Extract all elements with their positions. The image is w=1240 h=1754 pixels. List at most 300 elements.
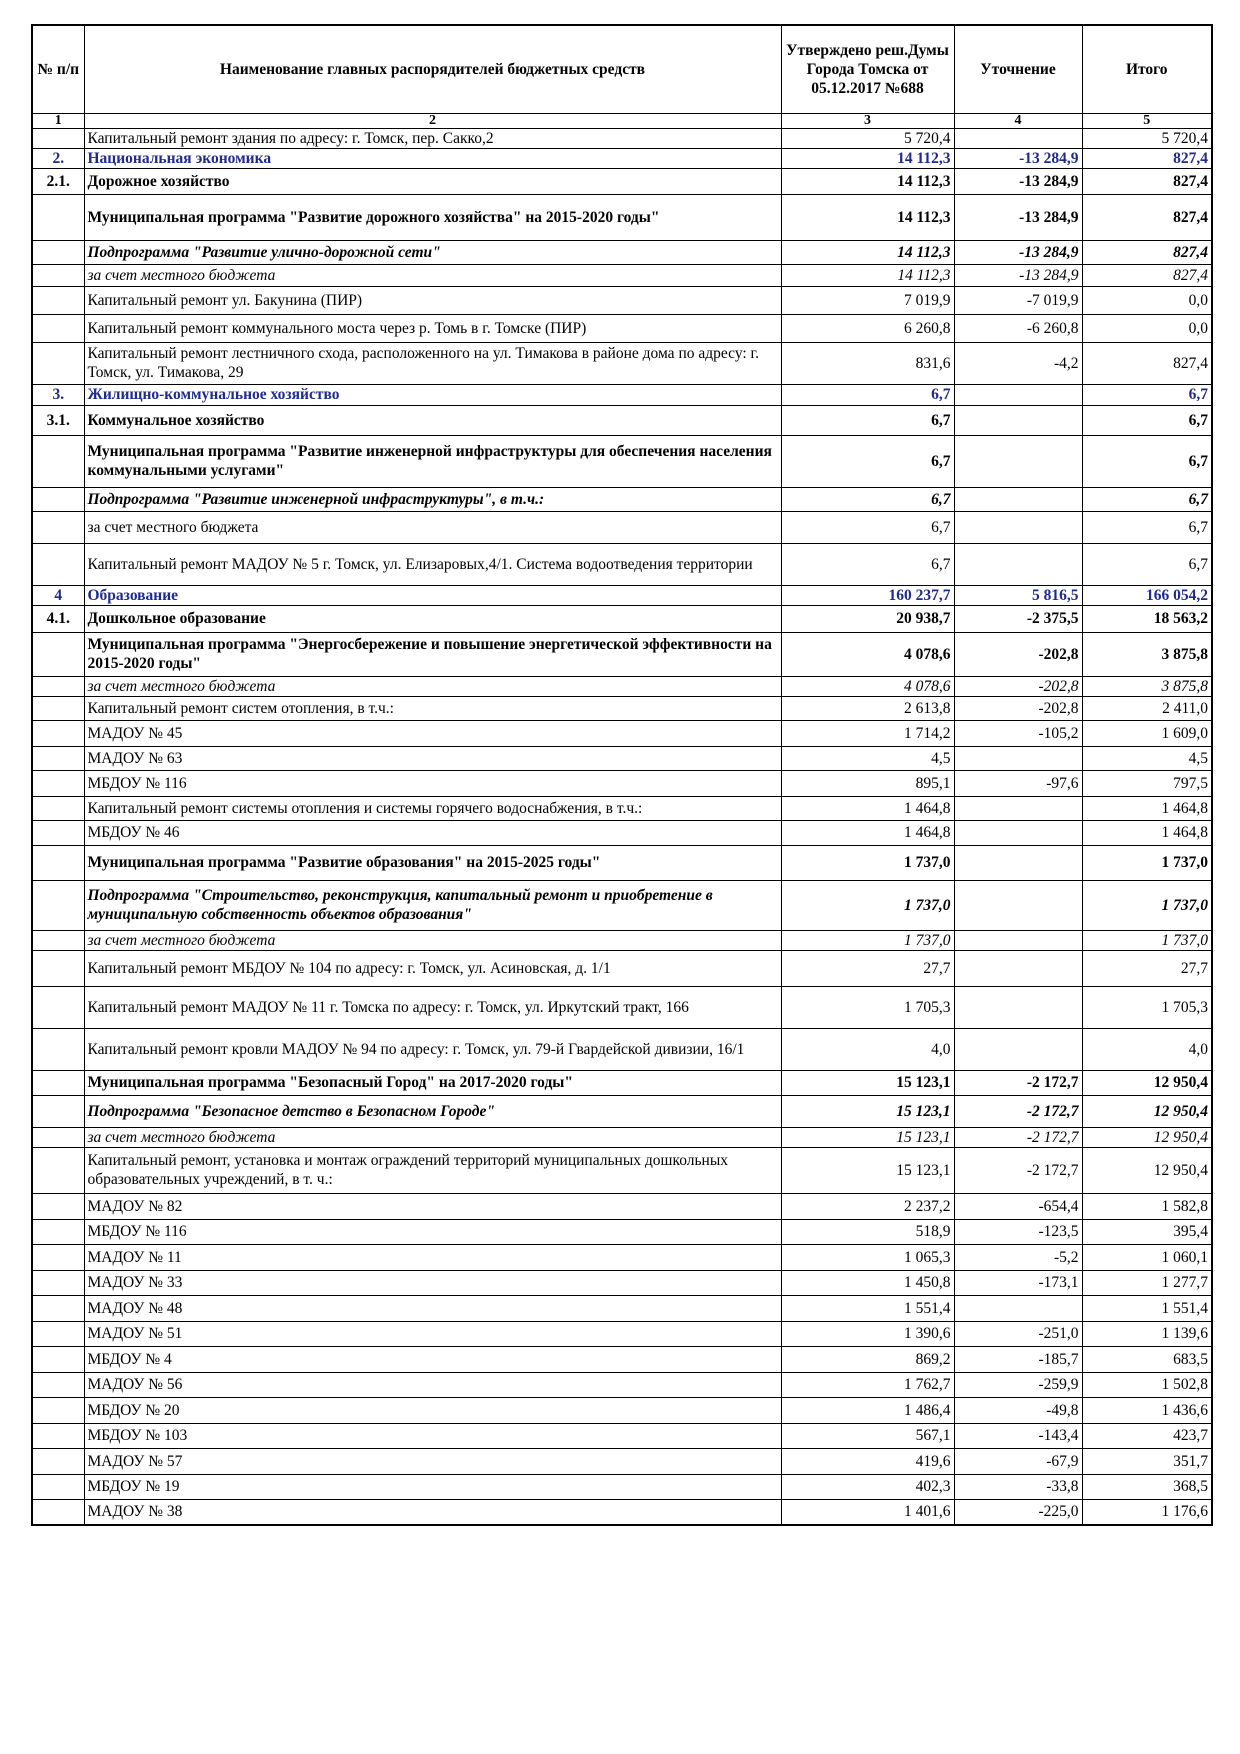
row-number: [32, 194, 84, 240]
row-total: 0,0: [1082, 314, 1212, 342]
row-approved: 895,1: [781, 770, 954, 796]
table-row: [32, 1499, 1212, 1525]
row-adjustment: -13 284,9: [954, 194, 1082, 240]
row-total: 827,4: [1082, 194, 1212, 240]
column-number: 4: [954, 113, 1082, 128]
row-adjustment: [954, 820, 1082, 845]
row-name: Капитальный ремонт систем отопления, в т.ч.:: [84, 696, 781, 720]
row-adjustment: -13 284,9: [954, 148, 1082, 168]
row-number: [32, 1244, 84, 1270]
row-total: 683,5: [1082, 1346, 1212, 1372]
row-total: 797,5: [1082, 770, 1212, 796]
row-total: 6,7: [1082, 405, 1212, 435]
row-number: [32, 1295, 84, 1321]
row-name: Муниципальная программа "Развитие образования" на 2015-2025 годы": [84, 845, 781, 880]
table-row: [32, 1095, 1212, 1127]
row-number: [32, 511, 84, 543]
row-total: 27,7: [1082, 950, 1212, 986]
row-approved: 14 112,3: [781, 194, 954, 240]
row-adjustment: 5 816,5: [954, 585, 1082, 605]
table-row: [32, 384, 1212, 405]
row-name: Дорожное хозяйство: [84, 168, 781, 194]
table-row: [32, 487, 1212, 511]
row-number: [32, 820, 84, 845]
row-adjustment: -202,8: [954, 676, 1082, 696]
row-name: МБДОУ № 20: [84, 1397, 781, 1423]
header-number: № п/п: [32, 25, 84, 113]
row-approved: 6,7: [781, 405, 954, 435]
row-total: 12 950,4: [1082, 1147, 1212, 1193]
row-total: 351,7: [1082, 1448, 1212, 1474]
row-number: [32, 796, 84, 820]
row-number: [32, 720, 84, 746]
table-row: [32, 770, 1212, 796]
row-number: [32, 880, 84, 930]
row-approved: 1 551,4: [781, 1295, 954, 1321]
table-row: [32, 128, 1212, 148]
row-approved: 15 123,1: [781, 1147, 954, 1193]
column-number: 3: [781, 113, 954, 128]
row-total: 6,7: [1082, 435, 1212, 487]
row-approved: 869,2: [781, 1346, 954, 1372]
row-adjustment: [954, 880, 1082, 930]
row-adjustment: [954, 543, 1082, 585]
row-approved: 15 123,1: [781, 1095, 954, 1127]
row-adjustment: -97,6: [954, 770, 1082, 796]
row-approved: 20 938,7: [781, 605, 954, 632]
header-name: Наименование главных распорядителей бюджетных средств: [84, 25, 781, 113]
row-total: 1 464,8: [1082, 796, 1212, 820]
row-name: МАДОУ № 56: [84, 1372, 781, 1397]
row-name: МАДОУ № 45: [84, 720, 781, 746]
table-row: [32, 405, 1212, 435]
row-total: 1 551,4: [1082, 1295, 1212, 1321]
row-name: Капитальный ремонт системы отопления и системы горячего водоснабжения, в т.ч.:: [84, 796, 781, 820]
row-adjustment: [954, 487, 1082, 511]
row-number: [32, 676, 84, 696]
row-approved: 4 078,6: [781, 632, 954, 676]
column-number: 5: [1082, 113, 1212, 128]
row-number: [32, 1070, 84, 1095]
table-row: [32, 585, 1212, 605]
row-approved: 2 237,2: [781, 1193, 954, 1219]
row-name: МБДОУ № 116: [84, 770, 781, 796]
row-total: 18 563,2: [1082, 605, 1212, 632]
row-adjustment: [954, 986, 1082, 1028]
row-name: МАДОУ № 82: [84, 1193, 781, 1219]
row-number: [32, 1321, 84, 1346]
row-adjustment: [954, 1028, 1082, 1070]
row-adjustment: -2 172,7: [954, 1095, 1082, 1127]
table-row: [32, 1448, 1212, 1474]
table-row: [32, 1147, 1212, 1193]
table-row: [32, 820, 1212, 845]
row-total: 827,4: [1082, 148, 1212, 168]
budget-document: [31, 24, 1211, 1526]
row-approved: 4,5: [781, 746, 954, 770]
table-row: [32, 1295, 1212, 1321]
row-approved: 1 486,4: [781, 1397, 954, 1423]
row-approved: 1 737,0: [781, 845, 954, 880]
row-name: Муниципальная программа "Энергосбережение и повышение энергетической эффективности на 2015-2020 годы": [84, 632, 781, 676]
table-row: [32, 1193, 1212, 1219]
row-name: за счет местного бюджета: [84, 264, 781, 286]
row-total: 12 950,4: [1082, 1127, 1212, 1147]
row-adjustment: [954, 435, 1082, 487]
row-approved: 1 065,3: [781, 1244, 954, 1270]
table-row: [32, 676, 1212, 696]
row-number: [32, 1372, 84, 1397]
row-number: 3.1.: [32, 405, 84, 435]
table-row: [32, 314, 1212, 342]
column-number: 1: [32, 113, 84, 128]
row-approved: 6 260,8: [781, 314, 954, 342]
row-adjustment: -49,8: [954, 1397, 1082, 1423]
row-adjustment: -4,2: [954, 342, 1082, 384]
row-number: [32, 240, 84, 264]
row-name: Муниципальная программа "Развитие инженерной инфраструктуры для обеспечения населения коммунальными услугами": [84, 435, 781, 487]
row-number: 4.1.: [32, 605, 84, 632]
row-total: 1 609,0: [1082, 720, 1212, 746]
row-total: 1 464,8: [1082, 820, 1212, 845]
row-name: Капитальный ремонт коммунального моста через р. Томь в г. Томске (ПИР): [84, 314, 781, 342]
row-name: МАДОУ № 48: [84, 1295, 781, 1321]
row-number: [32, 487, 84, 511]
row-adjustment: -2 172,7: [954, 1147, 1082, 1193]
row-name: Капитальный ремонт МАДОУ № 5 г. Томск, ул. Елизаровых,4/1. Система водоотведения территории: [84, 543, 781, 585]
row-total: 1 436,6: [1082, 1397, 1212, 1423]
row-adjustment: -173,1: [954, 1270, 1082, 1295]
row-number: [32, 1346, 84, 1372]
row-total: 1 176,6: [1082, 1499, 1212, 1525]
row-total: 4,5: [1082, 746, 1212, 770]
row-number: [32, 1423, 84, 1448]
row-number: [32, 1127, 84, 1147]
table-row: [32, 696, 1212, 720]
row-total: 827,4: [1082, 342, 1212, 384]
row-total: 6,7: [1082, 543, 1212, 585]
row-adjustment: -13 284,9: [954, 240, 1082, 264]
row-name: МБДОУ № 116: [84, 1219, 781, 1244]
row-adjustment: [954, 1295, 1082, 1321]
table-row: [32, 435, 1212, 487]
row-adjustment: -2 375,5: [954, 605, 1082, 632]
row-name: за счет местного бюджета: [84, 1127, 781, 1147]
header-adjustment: Уточнение: [954, 25, 1082, 113]
table-row: [32, 605, 1212, 632]
row-total: 3 875,8: [1082, 632, 1212, 676]
table-row: [32, 1423, 1212, 1448]
row-total: 6,7: [1082, 511, 1212, 543]
row-total: 2 411,0: [1082, 696, 1212, 720]
row-approved: 14 112,3: [781, 240, 954, 264]
row-approved: 7 019,9: [781, 286, 954, 314]
row-approved: 27,7: [781, 950, 954, 986]
table-row: [32, 950, 1212, 986]
row-adjustment: -13 284,9: [954, 168, 1082, 194]
table-row: [32, 845, 1212, 880]
row-number: [32, 930, 84, 950]
table-row: [32, 342, 1212, 384]
row-adjustment: [954, 511, 1082, 543]
row-name: Подпрограмма "Развитие улично-дорожной сети": [84, 240, 781, 264]
table-row: [32, 148, 1212, 168]
row-name: за счет местного бюджета: [84, 930, 781, 950]
row-adjustment: [954, 845, 1082, 880]
row-approved: 14 112,3: [781, 168, 954, 194]
row-name: Муниципальная программа "Безопасный Город" на 2017-2020 годы": [84, 1070, 781, 1095]
row-name: Подпрограмма "Безопасное детство в Безопасном Городе": [84, 1095, 781, 1127]
row-name: Подпрограмма "Строительство, реконструкция, капитальный ремонт и приобретение в муниципальную собственность объектов образования": [84, 880, 781, 930]
row-adjustment: -2 172,7: [954, 1127, 1082, 1147]
row-approved: 1 390,6: [781, 1321, 954, 1346]
header-approved: Утверждено реш.Думы Города Томска от 05.12.2017 №688: [781, 25, 954, 113]
table-row: [32, 1070, 1212, 1095]
table-body: [32, 128, 1212, 1525]
row-number: 2.: [32, 148, 84, 168]
row-total: 166 054,2: [1082, 585, 1212, 605]
row-number: [32, 1095, 84, 1127]
row-number: [32, 543, 84, 585]
row-adjustment: -202,8: [954, 632, 1082, 676]
row-name: Коммунальное хозяйство: [84, 405, 781, 435]
row-approved: 1 450,8: [781, 1270, 954, 1295]
row-number: 4: [32, 585, 84, 605]
column-number-row: [32, 113, 1212, 128]
row-number: [32, 1474, 84, 1499]
row-total: 1 705,3: [1082, 986, 1212, 1028]
row-approved: 1 705,3: [781, 986, 954, 1028]
row-number: [32, 128, 84, 148]
row-total: 12 950,4: [1082, 1070, 1212, 1095]
row-total: 12 950,4: [1082, 1095, 1212, 1127]
row-adjustment: -5,2: [954, 1244, 1082, 1270]
row-total: 423,7: [1082, 1423, 1212, 1448]
table-row: [32, 1321, 1212, 1346]
table-row: [32, 240, 1212, 264]
row-number: [32, 1270, 84, 1295]
row-adjustment: -185,7: [954, 1346, 1082, 1372]
row-number: 2.1.: [32, 168, 84, 194]
row-approved: 402,3: [781, 1474, 954, 1499]
row-total: 395,4: [1082, 1219, 1212, 1244]
table-row: [32, 796, 1212, 820]
row-approved: 6,7: [781, 384, 954, 405]
row-approved: 160 237,7: [781, 585, 954, 605]
row-number: [32, 264, 84, 286]
row-adjustment: [954, 930, 1082, 950]
row-number: [32, 314, 84, 342]
row-number: [32, 1448, 84, 1474]
row-adjustment: -123,5: [954, 1219, 1082, 1244]
row-name: Капитальный ремонт ул. Бакунина (ПИР): [84, 286, 781, 314]
row-adjustment: -13 284,9: [954, 264, 1082, 286]
row-number: [32, 342, 84, 384]
table-header-row: [32, 25, 1212, 113]
row-name: Капитальный ремонт МБДОУ № 104 по адресу: г. Томск, ул. Асиновская, д. 1/1: [84, 950, 781, 986]
row-name: за счет местного бюджета: [84, 676, 781, 696]
row-adjustment: -259,9: [954, 1372, 1082, 1397]
row-name: МАДОУ № 57: [84, 1448, 781, 1474]
row-adjustment: -7 019,9: [954, 286, 1082, 314]
row-approved: 518,9: [781, 1219, 954, 1244]
row-number: [32, 746, 84, 770]
row-name: МБДОУ № 46: [84, 820, 781, 845]
row-approved: 419,6: [781, 1448, 954, 1474]
row-approved: 567,1: [781, 1423, 954, 1448]
row-approved: 15 123,1: [781, 1070, 954, 1095]
row-approved: 6,7: [781, 487, 954, 511]
table-row: [32, 1346, 1212, 1372]
row-number: [32, 845, 84, 880]
row-name: Образование: [84, 585, 781, 605]
row-number: [32, 770, 84, 796]
row-total: 368,5: [1082, 1474, 1212, 1499]
row-name: МАДОУ № 51: [84, 1321, 781, 1346]
row-name: МБДОУ № 103: [84, 1423, 781, 1448]
row-approved: 4 078,6: [781, 676, 954, 696]
table-row: [32, 1028, 1212, 1070]
row-total: 1 737,0: [1082, 930, 1212, 950]
row-name: МАДОУ № 33: [84, 1270, 781, 1295]
table-row: [32, 1127, 1212, 1147]
row-approved: 1 464,8: [781, 820, 954, 845]
row-approved: 14 112,3: [781, 264, 954, 286]
row-name: МБДОУ № 4: [84, 1346, 781, 1372]
row-name: МАДОУ № 63: [84, 746, 781, 770]
budget-table: [31, 24, 1213, 1526]
row-name: Капитальный ремонт МАДОУ № 11 г. Томска по адресу: г. Томск, ул. Иркутский тракт, 166: [84, 986, 781, 1028]
row-name: Национальная экономика: [84, 148, 781, 168]
row-adjustment: [954, 405, 1082, 435]
row-adjustment: -225,0: [954, 1499, 1082, 1525]
table-row: [32, 720, 1212, 746]
row-name: Дошкольное образование: [84, 605, 781, 632]
header-total: Итого: [1082, 25, 1212, 113]
row-number: [32, 632, 84, 676]
row-approved: 4,0: [781, 1028, 954, 1070]
row-name: МАДОУ № 38: [84, 1499, 781, 1525]
row-approved: 1 401,6: [781, 1499, 954, 1525]
row-approved: 2 613,8: [781, 696, 954, 720]
row-number: [32, 986, 84, 1028]
row-number: [32, 435, 84, 487]
row-adjustment: [954, 128, 1082, 148]
row-name: за счет местного бюджета: [84, 511, 781, 543]
row-approved: 6,7: [781, 511, 954, 543]
table-row: [32, 1219, 1212, 1244]
row-total: 4,0: [1082, 1028, 1212, 1070]
row-approved: 15 123,1: [781, 1127, 954, 1147]
table-row: [32, 1372, 1212, 1397]
table-row: [32, 986, 1212, 1028]
row-adjustment: -67,9: [954, 1448, 1082, 1474]
row-total: 1 139,6: [1082, 1321, 1212, 1346]
row-number: [32, 286, 84, 314]
row-name: Капитальный ремонт здания по адресу: г. Томск, пер. Сакко,2: [84, 128, 781, 148]
row-name: Капитальный ремонт лестничного схода, расположенного на ул. Тимакова в районе дома по адресу: г. Томск, ул. Тимакова, 29: [84, 342, 781, 384]
row-adjustment: -654,4: [954, 1193, 1082, 1219]
row-adjustment: -143,4: [954, 1423, 1082, 1448]
row-adjustment: -202,8: [954, 696, 1082, 720]
row-number: [32, 696, 84, 720]
row-approved: 1 737,0: [781, 880, 954, 930]
row-number: [32, 1028, 84, 1070]
table-row: [32, 1474, 1212, 1499]
row-adjustment: [954, 950, 1082, 986]
row-total: 827,4: [1082, 240, 1212, 264]
table-row: [32, 286, 1212, 314]
row-approved: 14 112,3: [781, 148, 954, 168]
column-number: 2: [84, 113, 781, 128]
table-row: [32, 194, 1212, 240]
row-total: 1 737,0: [1082, 845, 1212, 880]
row-name: Подпрограмма "Развитие инженерной инфраструктуры", в т.ч.:: [84, 487, 781, 511]
table-row: [32, 930, 1212, 950]
row-total: 827,4: [1082, 168, 1212, 194]
row-total: 6,7: [1082, 384, 1212, 405]
row-approved: 831,6: [781, 342, 954, 384]
row-name: Жилищно-коммунальное хозяйство: [84, 384, 781, 405]
row-number: [32, 1219, 84, 1244]
row-number: [32, 1193, 84, 1219]
row-adjustment: -251,0: [954, 1321, 1082, 1346]
table-row: [32, 511, 1212, 543]
table-row: [32, 1244, 1212, 1270]
table-row: [32, 168, 1212, 194]
row-total: 5 720,4: [1082, 128, 1212, 148]
row-name: Муниципальная программа "Развитие дорожного хозяйства" на 2015-2020 годы": [84, 194, 781, 240]
row-approved: 1 464,8: [781, 796, 954, 820]
row-total: 1 737,0: [1082, 880, 1212, 930]
row-number: 3.: [32, 384, 84, 405]
table-row: [32, 880, 1212, 930]
row-adjustment: [954, 384, 1082, 405]
row-approved: 1 737,0: [781, 930, 954, 950]
row-approved: 5 720,4: [781, 128, 954, 148]
table-row: [32, 1397, 1212, 1423]
row-total: 0,0: [1082, 286, 1212, 314]
row-approved: 1 762,7: [781, 1372, 954, 1397]
row-number: [32, 1499, 84, 1525]
row-name: МАДОУ № 11: [84, 1244, 781, 1270]
table-row: [32, 264, 1212, 286]
row-adjustment: [954, 796, 1082, 820]
row-adjustment: -33,8: [954, 1474, 1082, 1499]
row-adjustment: -2 172,7: [954, 1070, 1082, 1095]
row-total: 1 277,7: [1082, 1270, 1212, 1295]
row-adjustment: [954, 746, 1082, 770]
table-row: [32, 632, 1212, 676]
row-name: Капитальный ремонт кровли МАДОУ № 94 по адресу: г. Томск, ул. 79-й Гвардейской дивизии, 16/1: [84, 1028, 781, 1070]
table-row: [32, 1270, 1212, 1295]
row-adjustment: -105,2: [954, 720, 1082, 746]
row-approved: 6,7: [781, 543, 954, 585]
row-approved: 1 714,2: [781, 720, 954, 746]
row-name: МБДОУ № 19: [84, 1474, 781, 1499]
table-row: [32, 543, 1212, 585]
row-total: 3 875,8: [1082, 676, 1212, 696]
row-total: 6,7: [1082, 487, 1212, 511]
row-total: 1 582,8: [1082, 1193, 1212, 1219]
row-number: [32, 950, 84, 986]
row-number: [32, 1147, 84, 1193]
table-row: [32, 746, 1212, 770]
row-number: [32, 1397, 84, 1423]
row-approved: 6,7: [781, 435, 954, 487]
row-total: 827,4: [1082, 264, 1212, 286]
row-name: Капитальный ремонт, установка и монтаж ограждений территорий муниципальных дошкольных образовательных учреждений, в т. ч.:: [84, 1147, 781, 1193]
